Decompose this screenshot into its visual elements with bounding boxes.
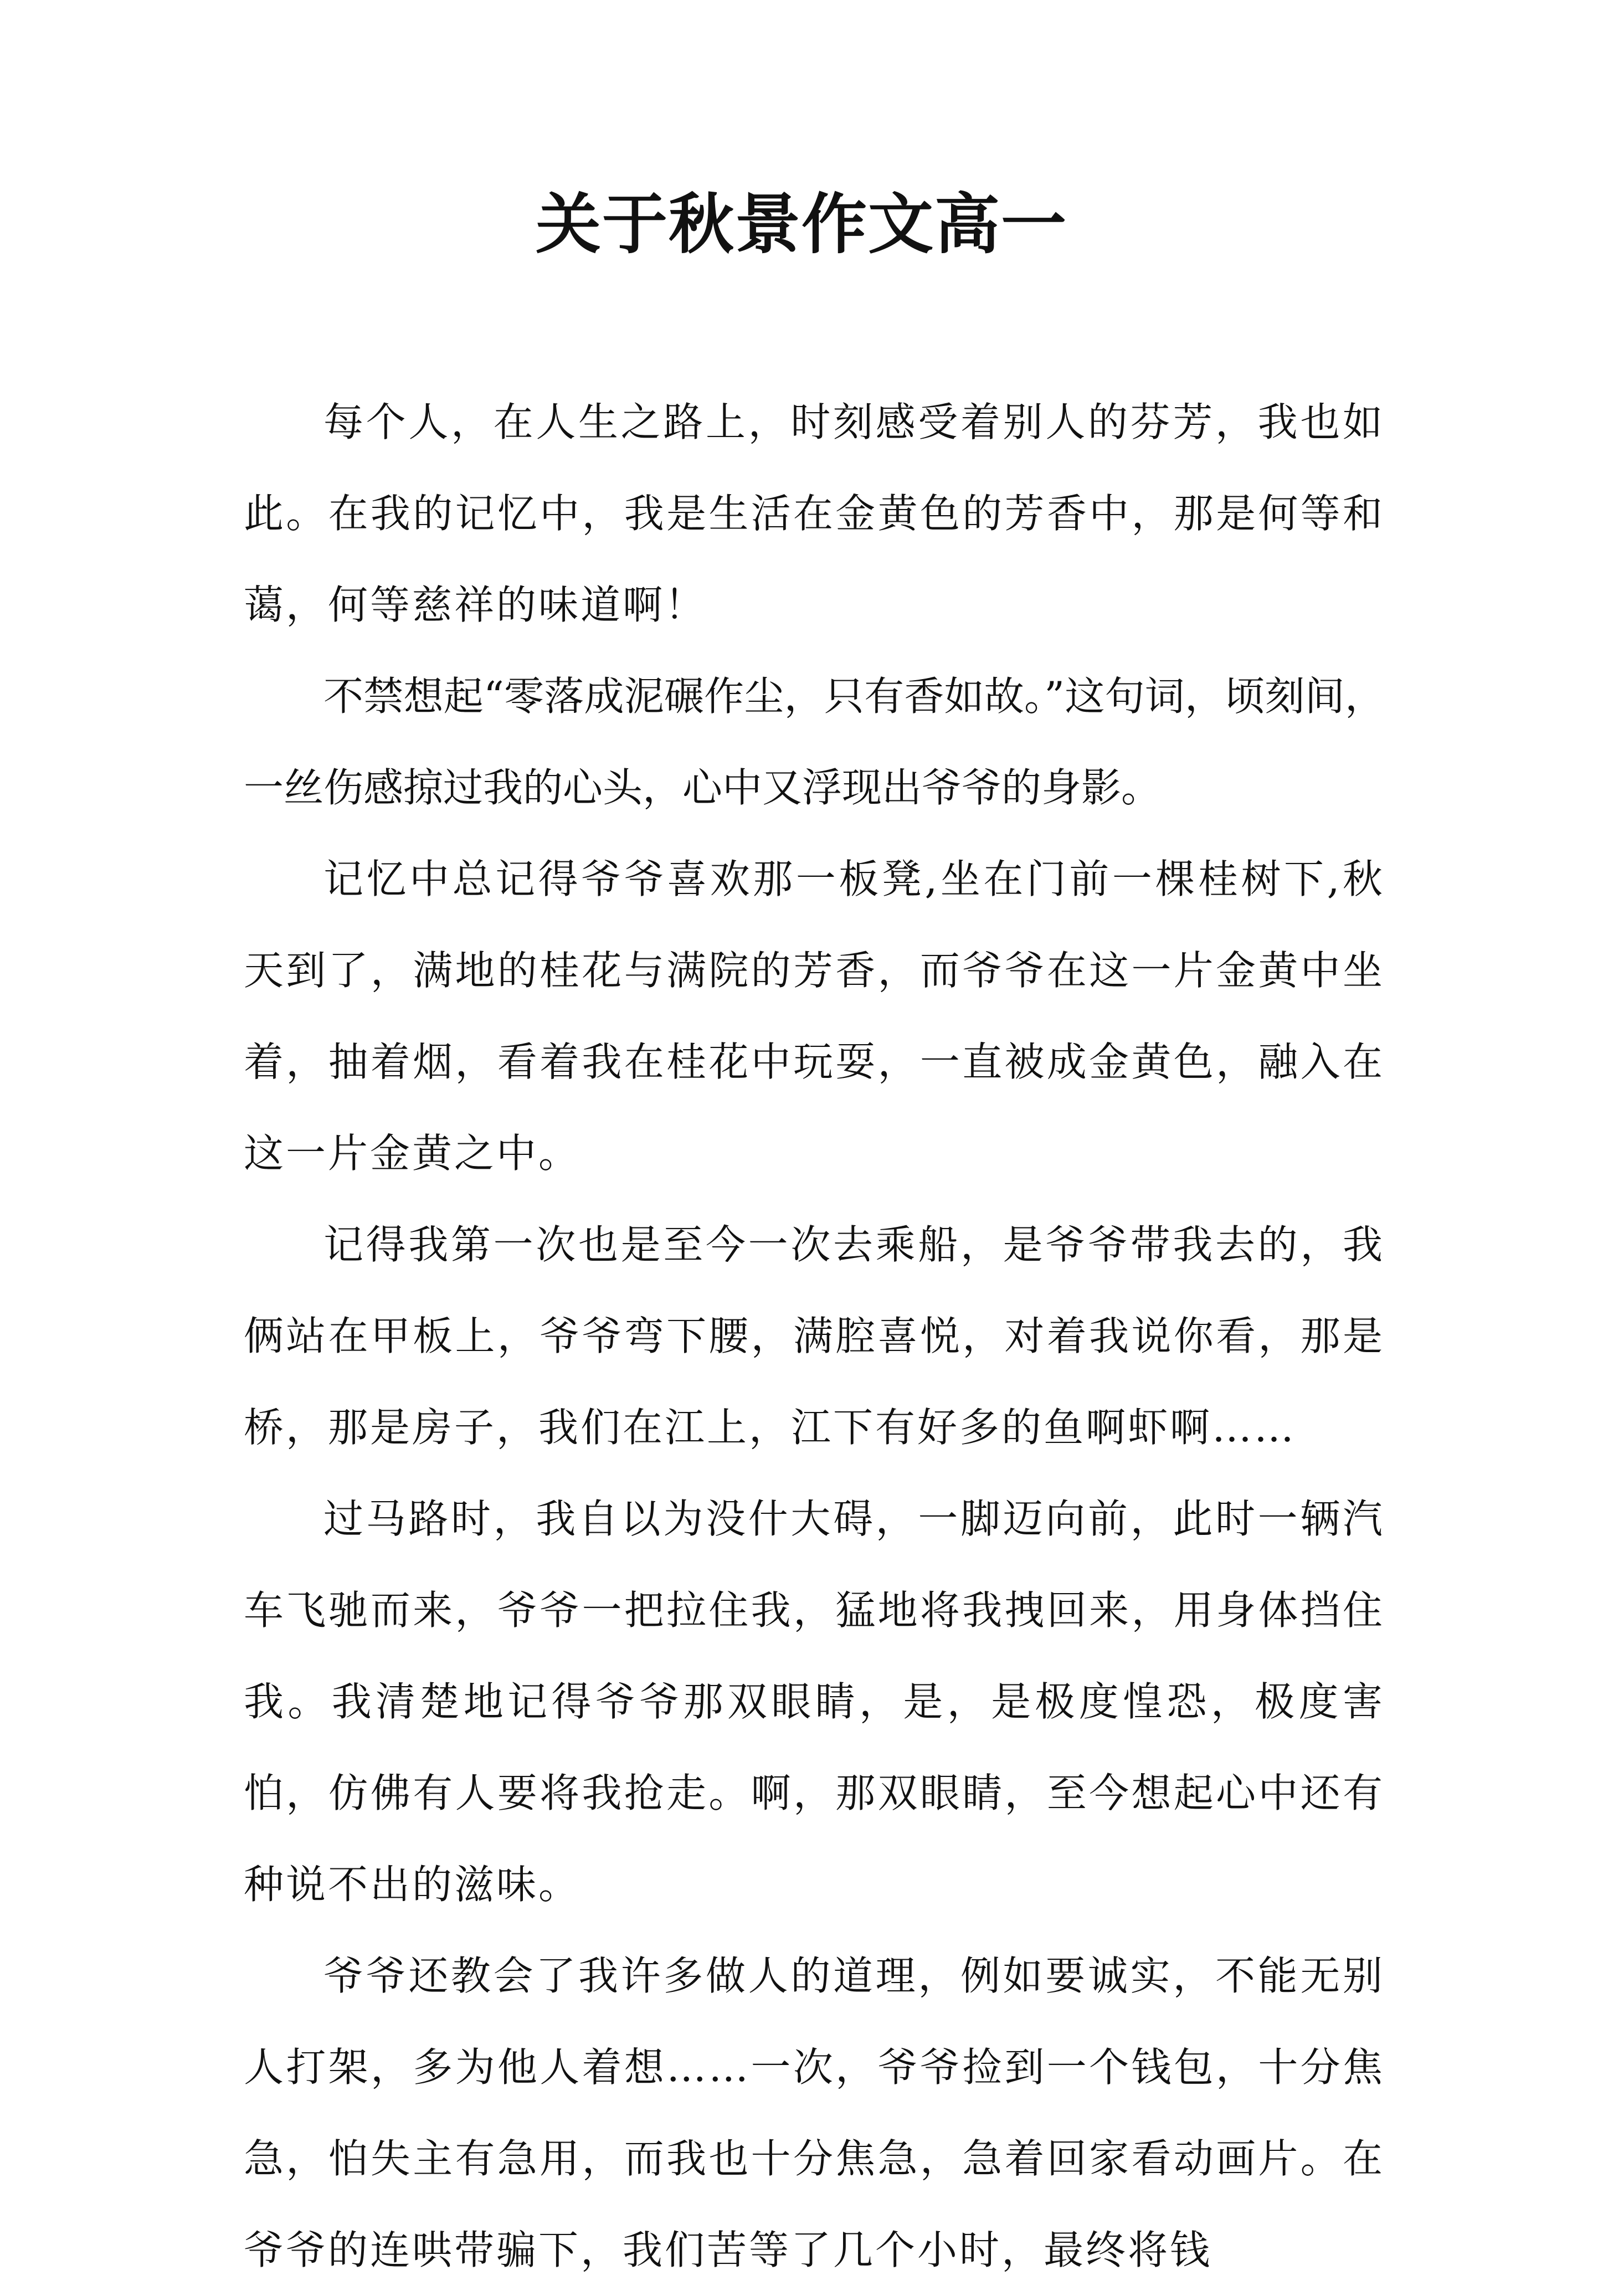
document-body [244,377,1385,2296]
document-title: 关于秋景作文高一 [535,186,1067,263]
paragraph: 记得我第一次也是至今一次去乘船，是爷爷带我去的，我俩站在甲板上，爷爷弯下腰，满腔喜悦，对着我说你看，那是桥，那是房子，我们在江上，江下有好多的鱼啊虾啊…… [244,1221,1385,1451]
paragraph: 爷爷还教会了我许多做人的道理，例如要诚实，不能无别人打架，多为他人着想……一次，爷爷捡到一个钱包，十分焦急，怕失主有急用，而我也十分焦急，急着回家看动画片。在爷爷的连哄带骗下，我们苦等了几个小时，最终将钱 [244,1953,1385,2273]
paragraph: 记忆中总记得爷爷喜欢那一板凳,坐在门前一棵桂树下,秋天到了，满地的桂花与满院的芳香，而爷爷在这一片金黄中坐着，抽着烟，看着我在桂花中玩耍，一直被成金黄色，融入在这一片金黄之中。 [244,856,1385,1177]
paragraph: 不禁想起“零落成泥碾作尘，只有香如故。”这句词，顷刻间，一丝伤感掠过我的心头，心中又浮现出爷爷的身影。 [244,673,1385,811]
paragraph: 每个人，在人生之路上，时刻感受着别人的芬芳，我也如此。在我的记忆中，我是生活在金黄色的芳香中，那是何等和蔼，何等慈祥的味道啊！ [244,399,1385,628]
paragraph: 过马路时，我自以为没什大碍，一脚迈向前，此时一辆汽车飞驰而来，爷爷一把拉住我，猛地将我拽回来，用身体挡住我。我清楚地记得爷爷那双眼睛，是，是极度惶恐，极度害怕，仿佛有人要将我抢走。啊，那双眼睛，至今想起心中还有种说不出的滋味。 [244,1496,1385,1908]
